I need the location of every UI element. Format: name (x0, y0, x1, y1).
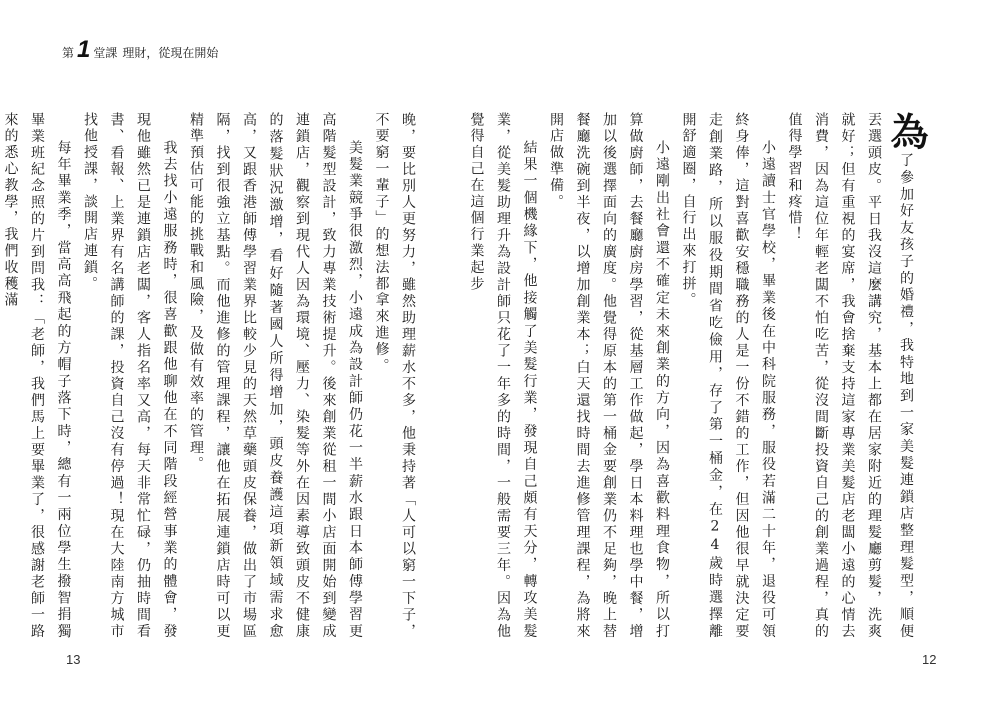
paragraph: 美髮業競爭很激烈，小遠成為設計師仍花一半薪水跟日本師傅學習更高階髮型設計，致力專業技術提升。後來創業從租一間小店面開始到變成連鎖店，觀察到現代人因為環境、壓力、染髮等外在因素導致頭皮不健康的落髮狀況激增，看好隨著國人所得增加，頭皮養護這項新領域需求愈高，又跟香港師傅學習業界比較少見的天然草藥頭皮保養，做出了市場區隔，找到很強立基點。而他進修的管理課程，讓他在拓展連鎖店時可以更精準預估可能的挑戰和風險，及做有效率的管理。 (188, 112, 363, 640)
left-page-body (2, 112, 421, 640)
chapter-subtitle: 理財，從現在開始 (122, 46, 219, 60)
page-number-left: 13 (66, 652, 81, 667)
paragraph: 我去找小遠服務時，很喜歡跟他聊他在不同階段經營事業的體會，發現他雖然已是連鎖店老闆，客人指名率又高，每天非常忙碌，仍抽時間看書、看報、上業界有名講師的課，投資自己沒有停過！現在大陸南方城市找他授課，談開店連鎖。 (82, 112, 178, 640)
chapter-prefix: 第 (62, 46, 75, 60)
drop-cap: 為 (884, 112, 929, 153)
right-page-body (468, 112, 929, 640)
chapter-header (62, 36, 219, 66)
lesson-suffix: 堂課 (93, 46, 118, 60)
opening-paragraph (781, 112, 929, 640)
paragraph: 晚，要比別人更努力，雖然助理薪水不多，他秉持著「人可以窮一下子，不要窮一輩子」的想法都拿來進修。 (373, 112, 416, 640)
page-number-right: 12 (922, 652, 937, 667)
paragraph: 每年畢業季，當高高飛起的方帽子落下時，總有一兩位學生撥智捐獨畢業班紀念照的片到問我：「老師，我們馬上要畢業了，很感謝老師一路來的悉心教學，我們收穫滿 (2, 112, 72, 640)
paragraph: 結果一個機緣下，他接觸了美髮行業，發現自己頗有天分，轉攻美髮業，從美髮助理升為設計師只花了一年多的時間，一般需要三年。因為他覺得自己在這個行業起步 (468, 112, 538, 640)
paragraph: 小遠讀士官學校，畢業後在中科院服務，服役若滿二十年，退役可領終身俸，這對喜歡安穩職務的人是一份不錯的工作，但因他很早就決定要走創業路，所以服役期間省吃儉用，存了第一桶金，在24歲時選擇離開舒適圈，自行出來打拼。 (680, 112, 776, 640)
paragraph-text: 了參加好友孩子的婚禮，我特地到一家美髮連鎖店整理髮型，順便丟選頭皮。平日我沒這麼講究，基本上都在居家附近的理髮廳剪髮，洗爽就好；但有重視的宴席，我會捨棄支持這家專業美髮店老闆小遠的心情去消費，因為這位年輕老闆不怕吃苦，從沒間斷投資自己的創業過程，真的值得學習和疼惜！ (786, 112, 914, 640)
paragraph: 小遠剛出社會還不確定未來創業的方向，因為喜歡料理食物，所以打算做廚師，去餐廳廚房學習，從基層工作做起，學日本料理也學中餐，增加以後選擇面向的廣度。他覺得原本的第一桶金要創業仍不足夠，晚上替餐廳洗碗到半夜，以增加創業本；白天還找時間去進修管理課程，為將來開店做準備。 (548, 112, 670, 640)
lesson-number: 1 (77, 36, 91, 63)
